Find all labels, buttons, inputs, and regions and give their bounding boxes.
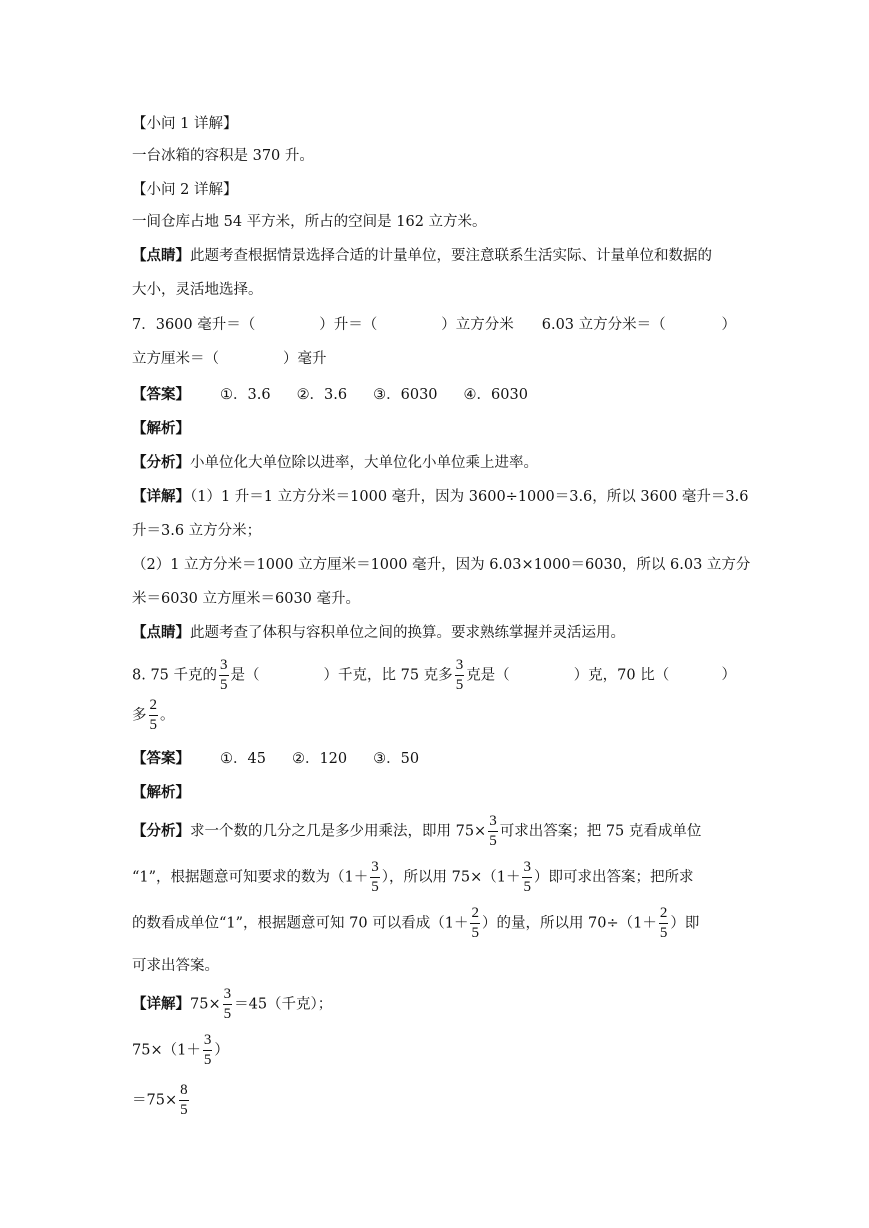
- fraction-3-5: $\frac{3}{5}$: [489, 813, 497, 849]
- q8-part-f: ）: [721, 667, 736, 683]
- analysis-8-text-2b: ），所以用 75×（1＋: [381, 869, 521, 886]
- fraction-3-5: $\frac{3}{5}$: [371, 859, 379, 895]
- comment-label: 【点睛】: [132, 247, 190, 264]
- q7-part-f: 立方厘米＝（: [132, 351, 219, 367]
- detail-7-line-3: （2）1 立方分米＝1000 立方厘米＝1000 毫升，因为 6.03×1000＝6030，所以 6.03 立方分: [132, 557, 751, 573]
- q8-part-c: ）千克，比 75 克多: [323, 667, 453, 684]
- fraction-2-5: $\frac{2}{5}$: [471, 905, 479, 941]
- q7-part-d: 6.03 立方分米＝（: [541, 317, 666, 333]
- analysis-8-text-2a: “1”，根据题意可知要求的数为（1＋: [132, 869, 369, 886]
- analysis-heading-8: 【解析】: [132, 784, 190, 801]
- detail-7-line-1: [132, 487, 748, 507]
- comment-paragraph-6: [132, 246, 712, 266]
- fraction-3-5: $\frac{3}{5}$: [203, 1032, 212, 1068]
- comment-text: 此题考查根据情景选择合适的计量单位，要注意联系生活实际、计量单位和数据的: [190, 248, 712, 264]
- comment-7-text: 此题考查了体积与容积单位之间的换算。要求熟练掌握并灵活运用。: [190, 625, 625, 641]
- detail-7-line-4: 米＝6030 立方厘米＝6030 毫升。: [132, 591, 361, 607]
- answer-7-1: ①．3.6: [220, 387, 271, 403]
- detail-7-line-2: 升＝3.6 立方分米；: [132, 523, 262, 539]
- answer-label: 【答案】: [132, 386, 190, 403]
- q8-part-e: ）克，70 比（: [573, 667, 670, 684]
- subquestion-2-heading: 【小问 2 详解】: [132, 182, 238, 198]
- answer-8-line: [132, 749, 419, 769]
- q7-part-a: 7．3600 毫升＝（: [132, 317, 256, 333]
- analysis-8-line-1: [132, 813, 701, 850]
- answer-7-4: ④．6030: [463, 387, 528, 403]
- detail-8-text-2b: ）: [214, 1042, 229, 1059]
- analysis-8-line-3: [132, 905, 699, 942]
- comment-paragraph-6-cont: 大小，灵活地选择。: [132, 282, 263, 298]
- answer-label: 【答案】: [132, 750, 190, 767]
- q8-part-b: 是（: [230, 667, 260, 684]
- question-8-line-2: [132, 697, 175, 734]
- q8-part-d: 克是（: [466, 667, 510, 684]
- fraction-3-5: $\frac{3}{5}$: [523, 859, 531, 895]
- q7-part-c: ）立方分米: [441, 317, 514, 333]
- question-8-line-1: [132, 657, 736, 693]
- detail-8-line-3: [132, 1082, 191, 1119]
- q8-part-a: 8. 75 千克的: [132, 667, 218, 684]
- analysis-heading-7: 【解析】: [132, 420, 190, 437]
- analysis-7-text: 小单位化大单位除以进率，大单位化小单位乘上进率。: [190, 455, 538, 471]
- q7-part-g: ）毫升: [283, 351, 327, 367]
- answer-8-1: ①．45: [220, 751, 266, 767]
- analysis-8-text-3c: ）即: [670, 915, 700, 932]
- q7-part-b: ）升＝（: [319, 317, 378, 333]
- detail-8-line-1: [132, 986, 332, 1023]
- analysis-label: 【分析】: [132, 454, 190, 471]
- analysis-7: [132, 453, 538, 473]
- fraction-2-5: $\frac{2}{5}$: [149, 697, 157, 733]
- comment-7-label: 【点睛】: [132, 624, 190, 641]
- fraction-8-5: $\frac{8}{5}$: [180, 1082, 188, 1118]
- q8-part-g: 多: [132, 707, 147, 724]
- analysis-8-line-4: 可求出答案。: [132, 958, 219, 974]
- analysis-8-text-1a: 求一个数的几分之几是多少用乘法，即用 75×: [190, 823, 487, 840]
- subquestion-2-answer: 一间仓库占地 54 平方米，所占的空间是 162 立方米。: [132, 214, 487, 230]
- detail-8-text-1a: 75×: [190, 996, 221, 1013]
- answer-8-2: ②．120: [291, 751, 348, 767]
- answer-7-line: [132, 385, 528, 405]
- answer-8-3: ③．50: [373, 751, 420, 767]
- q8-part-h: 。: [160, 707, 175, 724]
- detail-8-text-1b: ＝45（千克）；: [234, 996, 333, 1013]
- fraction-2-5: $\frac{2}{5}$: [659, 905, 668, 941]
- subquestion-1-heading: 【小问 1 详解】: [132, 116, 238, 132]
- detail-8-line-2: [132, 1032, 229, 1069]
- detail-8-text-3a: ＝75×: [132, 1092, 178, 1109]
- fraction-3-5: $\frac{3}{5}$: [223, 986, 232, 1022]
- detail-label: 【详解】: [132, 488, 190, 505]
- question-7-line-1: [132, 315, 736, 335]
- analysis-8-text-2c: ）即可求出答案；把所求: [533, 869, 694, 886]
- detail-7-text-1: （1）1 升＝1 立方分米＝1000 毫升，因为 3600÷1000＝3.6，所以 3600 毫升＝3.6: [190, 489, 749, 505]
- answer-7-2: ②．3.6: [296, 387, 348, 403]
- detail-8-text-2a: 75×（1＋: [132, 1042, 201, 1059]
- analysis-8-line-2: [132, 859, 693, 896]
- analysis-8-text-1b: 可求出答案；把 75 克看成单位: [499, 823, 702, 840]
- fraction-3-5: $\frac{3}{5}$: [220, 657, 228, 693]
- comment-7: [132, 623, 625, 643]
- analysis-8-text-3a: 的数看成单位“1”，根据题意可知 70 可以看成（1＋: [132, 915, 469, 932]
- q7-part-e: ）: [721, 317, 736, 333]
- analysis-8-text-3b: ）的量，所以用 70÷（1＋: [481, 915, 657, 932]
- analysis-label: 【分析】: [132, 822, 190, 840]
- subquestion-1-answer: 一台冰箱的容积是 370 升。: [132, 148, 314, 164]
- answer-7-3: ③．6030: [373, 387, 438, 403]
- fraction-3-5: $\frac{3}{5}$: [455, 657, 464, 693]
- question-7-line-2: [132, 349, 327, 369]
- detail-label: 【详解】: [132, 995, 190, 1013]
